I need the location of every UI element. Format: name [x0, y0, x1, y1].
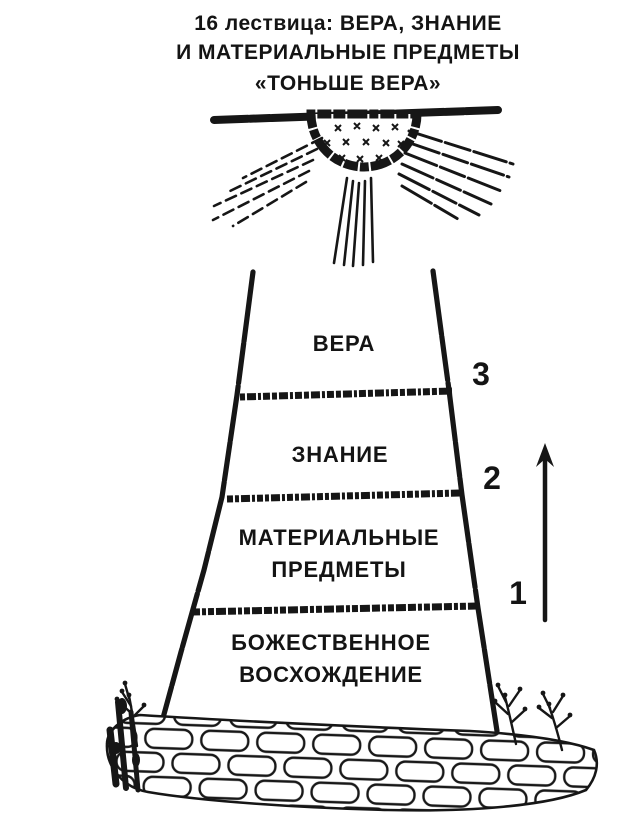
ladder-rung-2 [227, 493, 461, 499]
level-label-vera: ВЕРА [312, 331, 376, 356]
step-number-3: 3 [472, 356, 490, 392]
title-line-2: И МАТЕРИАЛЬНЫЕ ПРЕДМЕТЫ [176, 41, 520, 64]
page-title [176, 12, 520, 95]
radiant-half-sun-icon [311, 114, 417, 167]
ladder-rung-3 [240, 391, 452, 397]
sun-rays-right [399, 131, 513, 219]
level-label-material-line1: МАТЕРИАЛЬНЫЕ [238, 525, 440, 550]
ladder-rung-1 [192, 606, 477, 612]
level-label-ascent-line1: БОЖЕСТВЕННОЕ [231, 630, 431, 655]
level-label-material-line2: ПРЕДМЕТЫ [271, 557, 407, 582]
sun-rays-left [213, 138, 322, 226]
title-line-3: «ТОНЬШЕ ВЕРА» [254, 72, 442, 95]
level-label-znanie: ЗНАНИЕ [291, 442, 389, 467]
step-number-1: 1 [509, 575, 527, 611]
step-number-2: 2 [483, 460, 501, 496]
up-arrow-icon [536, 443, 554, 620]
title-line-1: 16 лествица: ВЕРА, ЗНАНИЕ [194, 12, 502, 35]
stone-wall [95, 698, 615, 825]
ladder-right-rail [433, 271, 497, 731]
level-label-ascent-line2: ВОСХОЖДЕНИЕ [239, 662, 423, 687]
sun-rays-center [334, 178, 373, 266]
